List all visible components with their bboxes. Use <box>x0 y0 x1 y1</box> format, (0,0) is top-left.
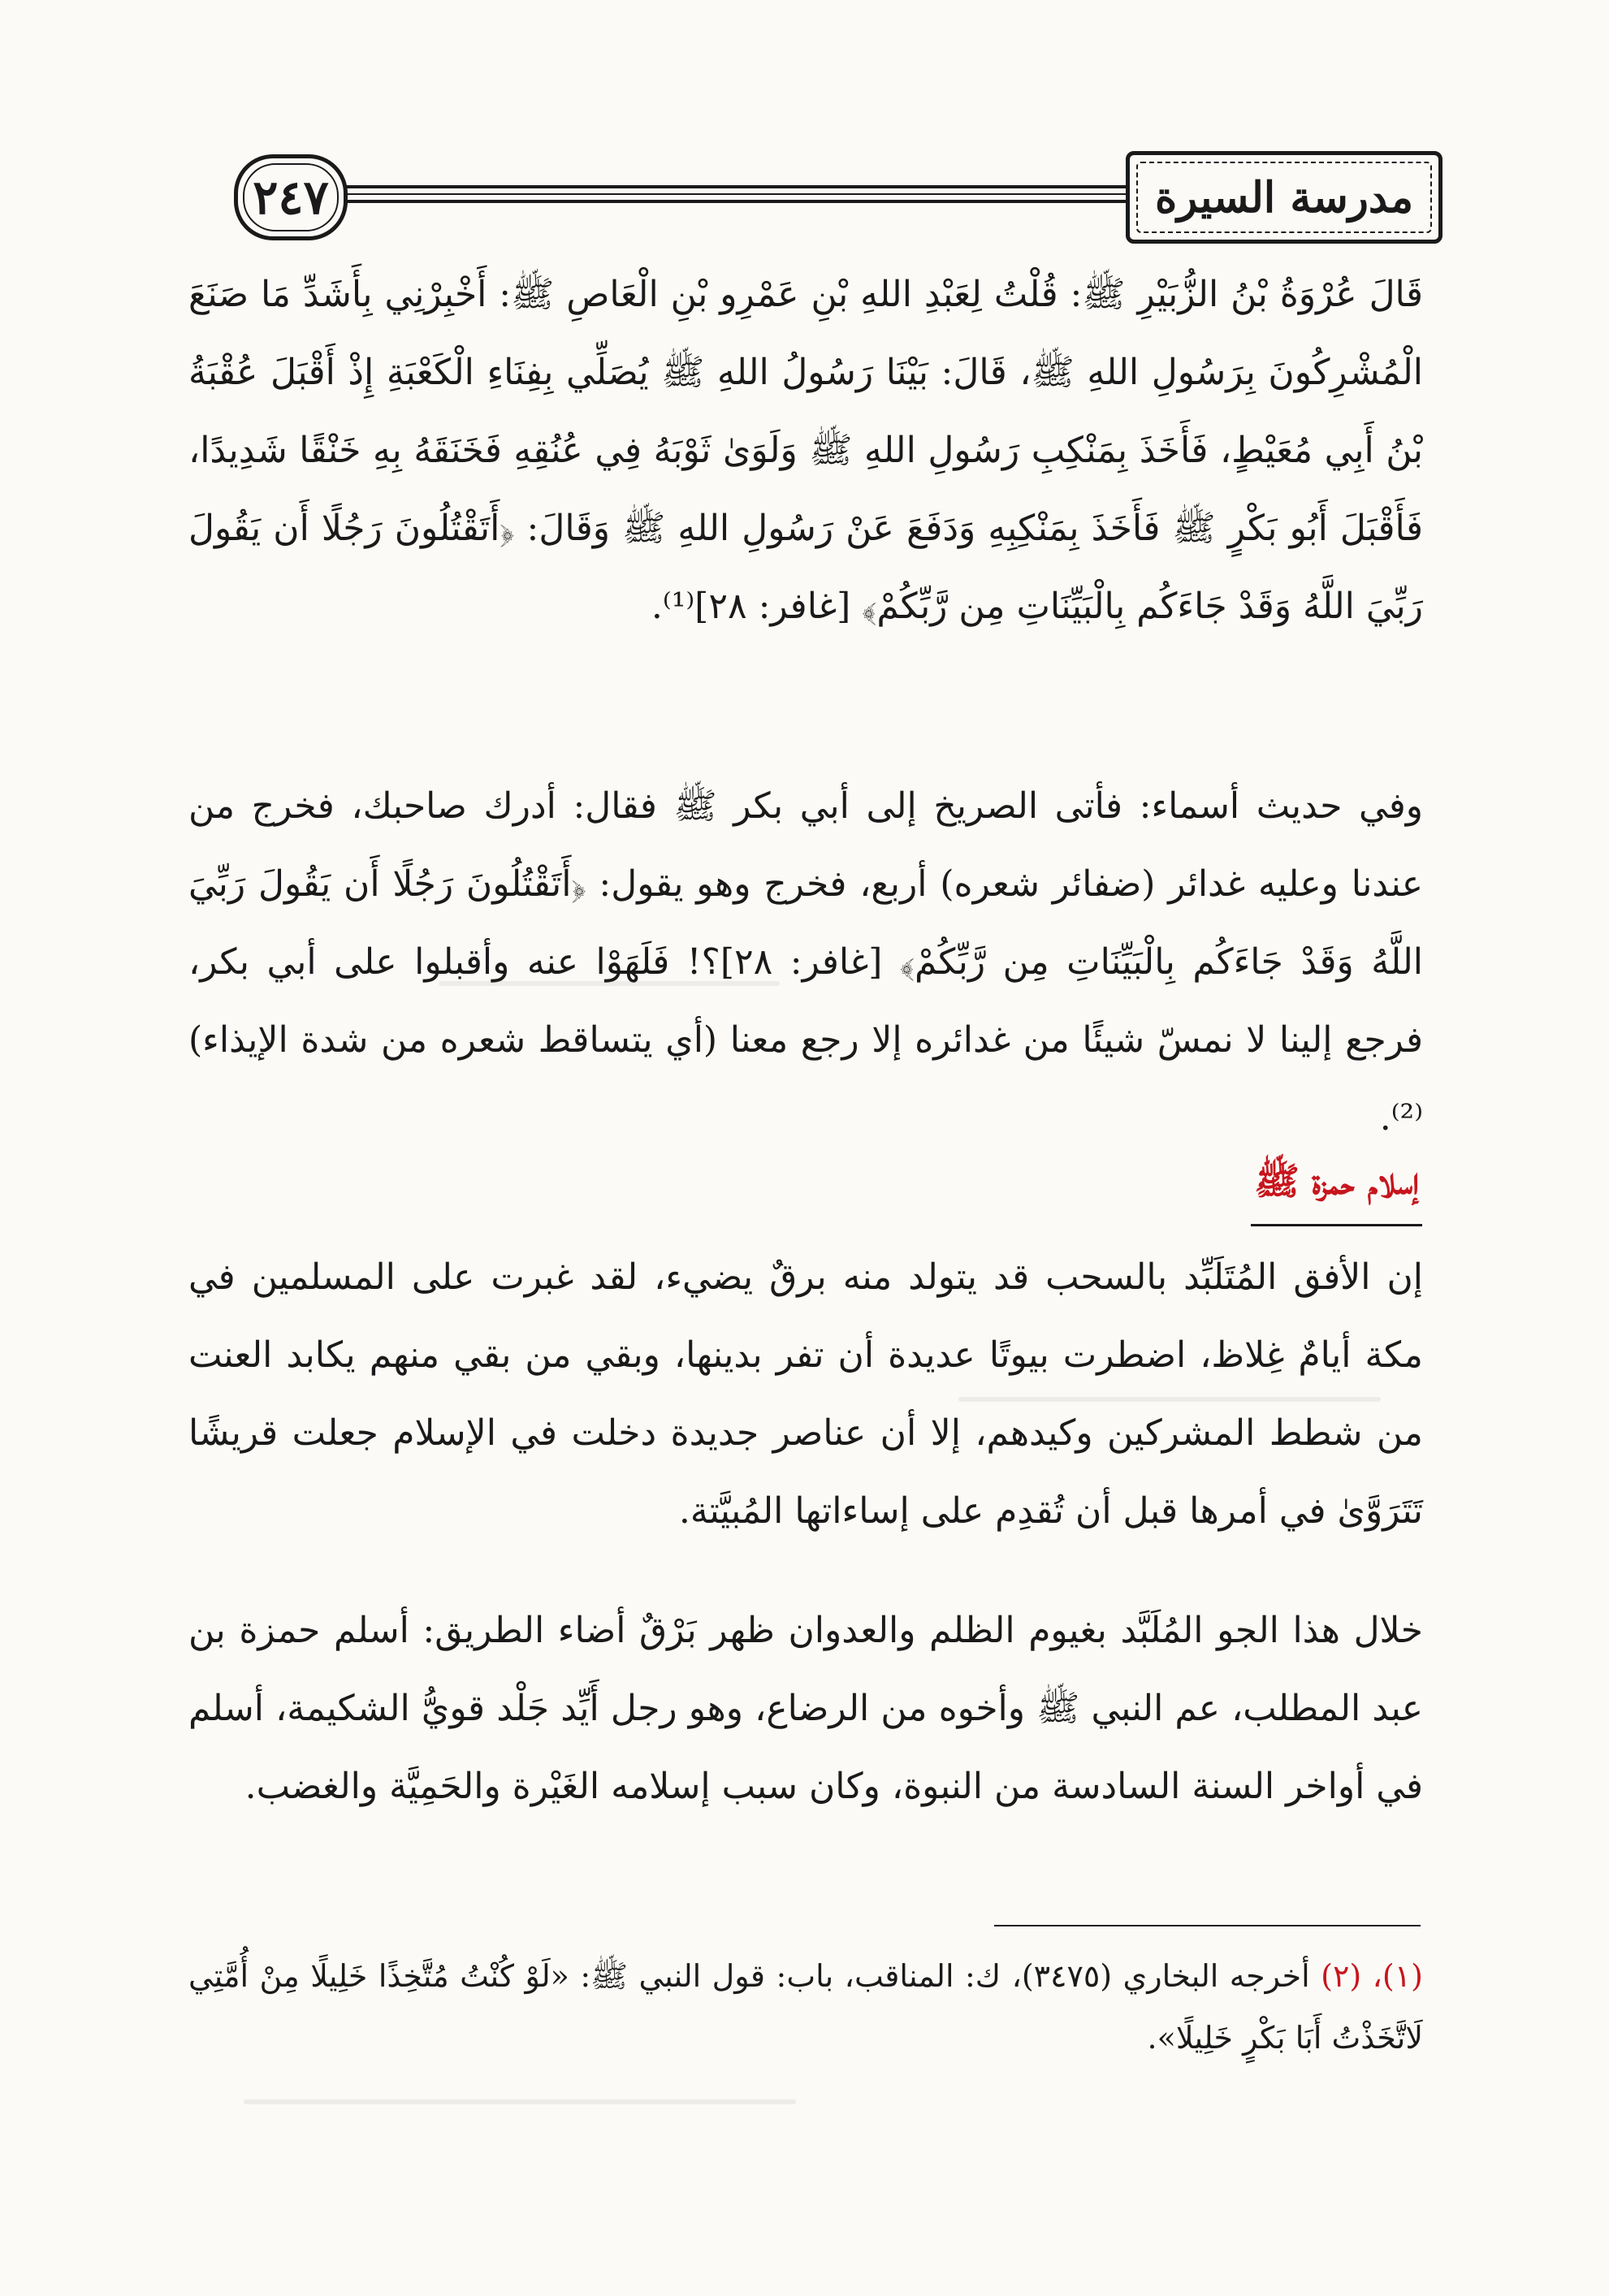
show-through-mark <box>958 1397 1381 1402</box>
paragraph-urwa-narration <box>188 256 1423 646</box>
paragraph-text: وفي حديث أسماء: فأتى الصريخ إلى أبي بكر ﷺ فقال: أدرك صاحبك، فخرج من عندنا وعليه غدائر (ضفائر شعره) أربع، فخرج وهو يقول: ﴿أَتَقْتُلُونَ رَجُلًا أَن يَقُولَ رَبِّيَ اللَّهُ وَقَدْ جَاءَكُم بِالْبَيِّنَاتِ مِن رَّبِّكُمْ﴾ [غافر: ٢٨]؟! فَلَهَوْا عنه وأقبلوا على أبي بكر، فرجع إلينا لا نمسّ شيئًا من غدائره إلا رجع معنا (أي يتساقط شعره من شدة الإيذاء)⁽²⁾. <box>188 785 1423 1139</box>
paragraph-horizon <box>188 1239 1423 1550</box>
footnote-divider <box>994 1925 1421 1926</box>
book-title: مدرسة السيرة <box>1126 151 1442 244</box>
paragraph-hamza-islam <box>188 1592 1423 1826</box>
footnote-ref: (١)، (٢) <box>1321 1958 1423 1994</box>
paragraph-text: خلال هذا الجو المُلَبَّد بغيوم الظلم والعدوان ظهر بَرْقٌ أضاء الطريق: أسلم حمزة بن عبد المطلب، عم النبي ﷺ وأخوه من الرضاع، وهو رجل أَيِّد جَلْد قويُّ الشكيمة، أسلم في أواخر السنة السادسة من النبوة، وكان سبب إسلامه الغَيْرة والحَمِيَّة والغضب. <box>188 1610 1423 1807</box>
header-rule <box>283 185 1150 203</box>
page-number: ٢٤٧ <box>234 154 348 240</box>
page-header <box>185 154 1459 244</box>
paragraph-text: إن الأفق المُتَلَبِّد بالسحب قد يتولد منه برقٌ يضيء، لقد غبرت على المسلمين في مكة أيامٌ غِلاظ، اضطرت بيوتًا عديدة أن تفر بدينها، وبقي من بقي منهم يكابد العنت من شطط المشركين وكيدهم، إلا أن عناصر جديدة دخلت في الإسلام جعلت قريشًا تَتَرَوَّىٰ في أمرها قبل أن تُقدِم على إساءاتها المُبيَّتة. <box>188 1256 1423 1532</box>
section-heading: إسلام حمزة ﷺ <box>1251 1153 1422 1226</box>
paragraph-asma-narration <box>188 767 1423 1157</box>
show-through-mark <box>244 2099 796 2104</box>
footnote-text: أخرجه البخاري (٣٤٧٥)، ك: المناقب، باب: قول النبي ﷺ: «لَوْ كُنْتُ مُتَّخِذًا خَلِيلًا مِنْ أُمَّتِي لَاتَّخَذْتُ أَبَا بَكْرٍ خَلِيلًا». <box>188 1958 1423 2056</box>
footnote <box>188 1945 1423 2069</box>
paragraph-text: قَالَ عُرْوَةُ بْنُ الزُّبَيْرِ ﷺ: قُلْتُ لِعَبْدِ اللهِ بْنِ عَمْرِو بْنِ الْعَاصِ ﷺ: أَخْبِرْنِي بِأَشَدِّ مَا صَنَعَ الْمُشْرِكُونَ بِرَسُولِ اللهِ ﷺ، قَالَ: بَيْنَا رَسُولُ اللهِ ﷺ يُصَلِّي بِفِنَاءِ الْكَعْبَةِ إِذْ أَقْبَلَ عُقْبَةُ بْنُ أَبِي مُعَيْطٍ، فَأَخَذَ بِمَنْكِبِ رَسُولِ اللهِ ﷺ وَلَوَىٰ ثَوْبَهُ فِي عُنُقِهِ فَخَنَقَهُ بِهِ خَنْقًا شَدِيدًا، فَأَقْبَلَ أَبُو بَكْرٍ ﷺ فَأَخَذَ بِمَنْكِبِهِ وَدَفَعَ عَنْ رَسُولِ اللهِ ﷺ وَقَالَ: ﴿أَتَقْتُلُونَ رَجُلًا أَن يَقُولَ رَبِّيَ اللَّهُ وَقَدْ جَاءَكُم بِالْبَيِّنَاتِ مِن رَّبِّكُمْ﴾ [غافر: ٢٨]⁽¹⁾. <box>188 274 1423 627</box>
show-through-mark <box>439 981 780 986</box>
